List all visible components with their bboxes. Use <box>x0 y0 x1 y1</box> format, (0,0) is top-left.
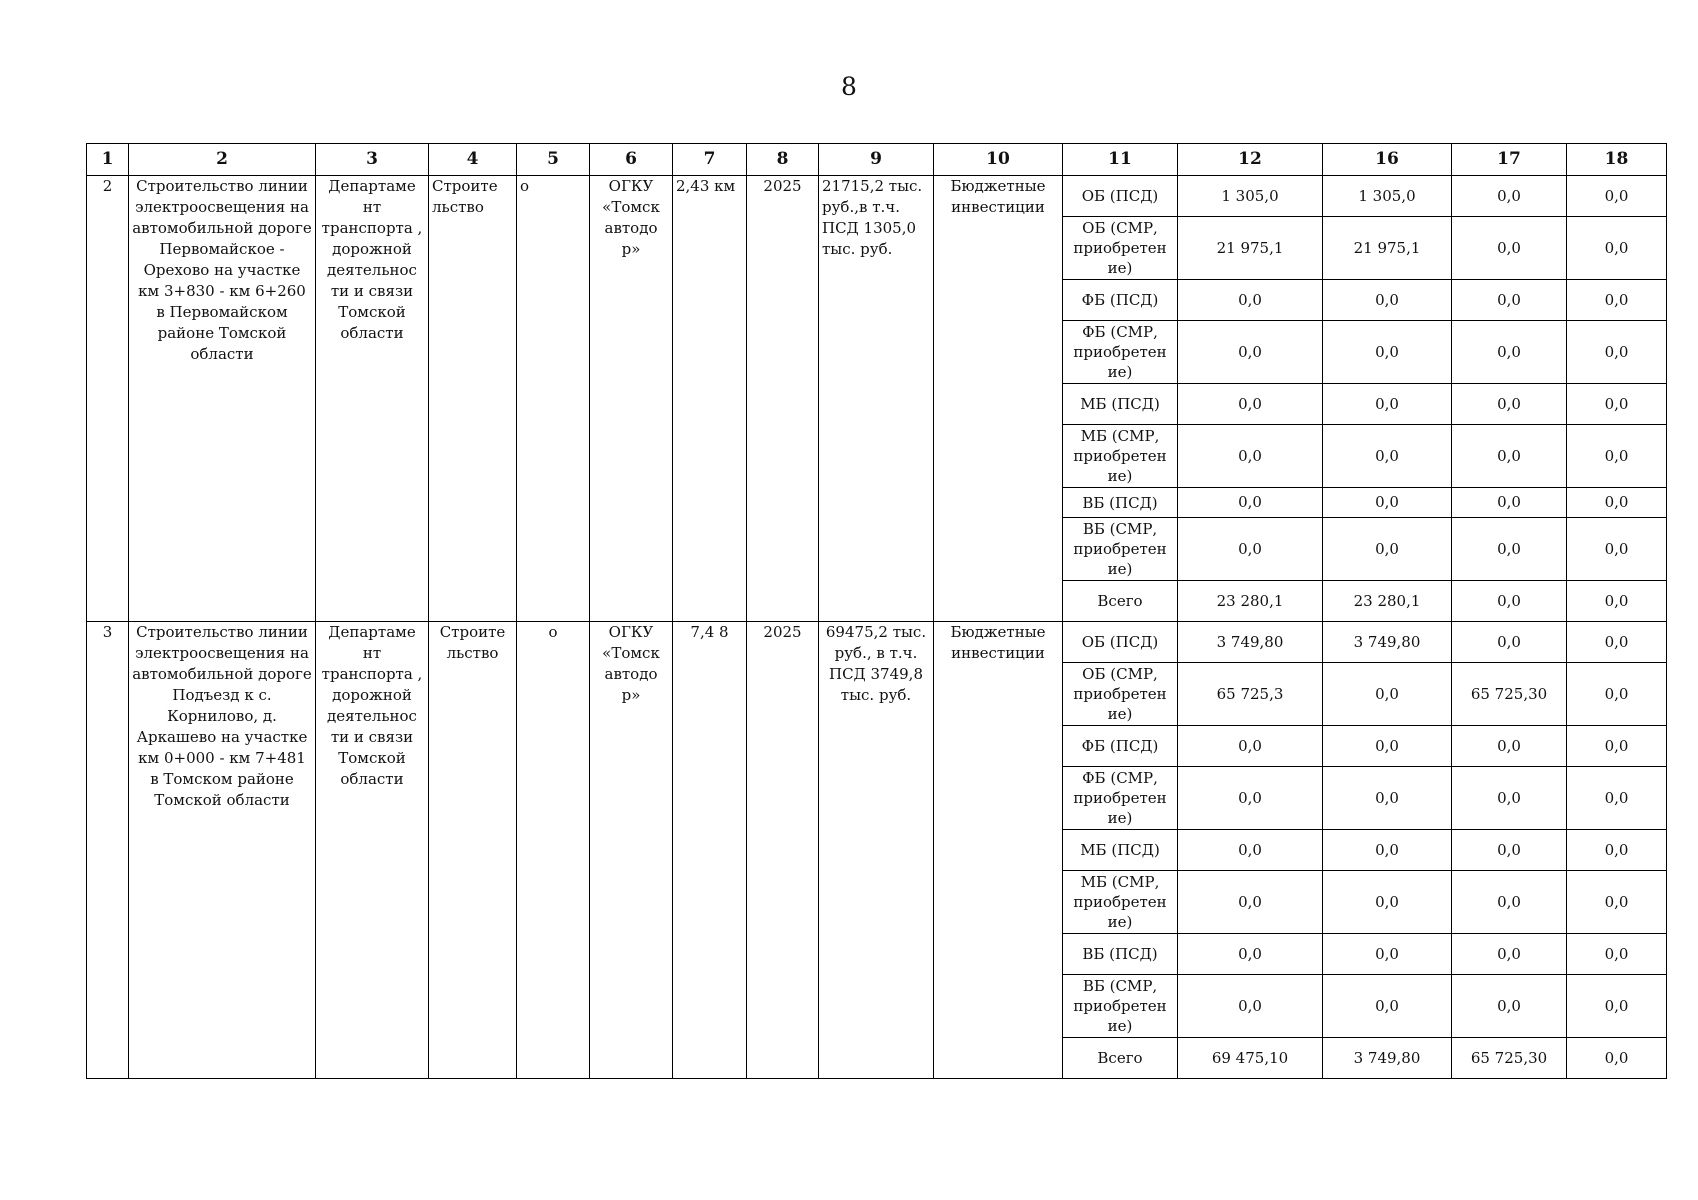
funding-value-12: 0,0 <box>1178 726 1323 767</box>
header-cell: 10 <box>934 144 1063 176</box>
funding-value-18: 0,0 <box>1567 767 1667 830</box>
header-cell: 11 <box>1063 144 1178 176</box>
object-invest-type: Бюджетные инвестиции <box>934 176 1063 622</box>
funding-value-18: 0,0 <box>1567 488 1667 518</box>
funding-value-16: 0,0 <box>1323 663 1452 726</box>
funding-source: МБ (ПСД) <box>1063 384 1178 425</box>
funding-value-12: 0,0 <box>1178 384 1323 425</box>
funding-value-12: 69 475,10 <box>1178 1038 1323 1079</box>
funding-value-16: 1 305,0 <box>1323 176 1452 217</box>
funding-source: ФБ (ПСД) <box>1063 726 1178 767</box>
header-cell: 17 <box>1452 144 1567 176</box>
object-department: Департаме нт транспорта , дорожной деятельнос ти и связи Томской области <box>316 622 429 1079</box>
funding-value-12: 0,0 <box>1178 830 1323 871</box>
object-year: 2025 <box>747 176 819 622</box>
funding-source: ВБ (СМР, приобретен ие) <box>1063 975 1178 1038</box>
funding-value-12: 0,0 <box>1178 871 1323 934</box>
funding-source: Всего <box>1063 581 1178 622</box>
funding-value-12: 0,0 <box>1178 518 1323 581</box>
funding-value-18: 0,0 <box>1567 726 1667 767</box>
funding-source: МБ (СМР, приобретен ие) <box>1063 871 1178 934</box>
funding-value-17: 65 725,30 <box>1452 663 1567 726</box>
investment-table <box>86 143 1667 1079</box>
funding-source: ОБ (СМР, приобретен ие) <box>1063 217 1178 280</box>
funding-value-17: 0,0 <box>1452 726 1567 767</box>
funding-value-17: 0,0 <box>1452 871 1567 934</box>
header-cell: 2 <box>129 144 316 176</box>
funding-value-12: 0,0 <box>1178 488 1323 518</box>
funding-value-18: 0,0 <box>1567 934 1667 975</box>
funding-value-17: 0,0 <box>1452 581 1567 622</box>
funding-value-16: 0,0 <box>1323 321 1452 384</box>
object-customer: ОГКУ «Томск автодо р» <box>590 622 673 1079</box>
funding-value-18: 0,0 <box>1567 384 1667 425</box>
funding-source: ВБ (ПСД) <box>1063 488 1178 518</box>
funding-value-18: 0,0 <box>1567 321 1667 384</box>
funding-value-18: 0,0 <box>1567 663 1667 726</box>
funding-value-17: 0,0 <box>1452 425 1567 488</box>
funding-value-17: 0,0 <box>1452 518 1567 581</box>
funding-source: ВБ (ПСД) <box>1063 934 1178 975</box>
object-work-type: Строите льство <box>429 622 517 1079</box>
funding-value-17: 0,0 <box>1452 934 1567 975</box>
funding-value-17: 0,0 <box>1452 767 1567 830</box>
funding-source: МБ (ПСД) <box>1063 830 1178 871</box>
table-body <box>87 176 1667 1079</box>
funding-value-17: 0,0 <box>1452 488 1567 518</box>
funding-value-16: 0,0 <box>1323 425 1452 488</box>
funding-source: ФБ (ПСД) <box>1063 280 1178 321</box>
funding-value-16: 0,0 <box>1323 488 1452 518</box>
object-capacity: 2,43 км <box>673 176 747 622</box>
header-cell: 6 <box>590 144 673 176</box>
funding-value-16: 0,0 <box>1323 726 1452 767</box>
funding-source: ФБ (СМР, приобретен ие) <box>1063 767 1178 830</box>
funding-value-12: 0,0 <box>1178 321 1323 384</box>
object-invest-type: Бюджетные инвестиции <box>934 622 1063 1079</box>
funding-value-12: 0,0 <box>1178 767 1323 830</box>
funding-value-18: 0,0 <box>1567 425 1667 488</box>
funding-value-18: 0,0 <box>1567 581 1667 622</box>
object-customer: ОГКУ «Томск автодо р» <box>590 176 673 622</box>
header-cell: 5 <box>517 144 590 176</box>
funding-source: Всего <box>1063 1038 1178 1079</box>
funding-value-17: 0,0 <box>1452 830 1567 871</box>
funding-value-12: 65 725,3 <box>1178 663 1323 726</box>
funding-value-17: 0,0 <box>1452 176 1567 217</box>
funding-value-17: 0,0 <box>1452 975 1567 1038</box>
funding-value-12: 0,0 <box>1178 425 1323 488</box>
funding-value-16: 0,0 <box>1323 934 1452 975</box>
table-row <box>87 622 1667 663</box>
header-cell: 4 <box>429 144 517 176</box>
header-cell: 1 <box>87 144 129 176</box>
funding-value-16: 0,0 <box>1323 871 1452 934</box>
object-number: 3 <box>87 622 129 1079</box>
header-cell: 7 <box>673 144 747 176</box>
header-cell: 9 <box>819 144 934 176</box>
funding-value-12: 0,0 <box>1178 280 1323 321</box>
funding-value-16: 3 749,80 <box>1323 1038 1452 1079</box>
funding-value-17: 0,0 <box>1452 622 1567 663</box>
funding-value-16: 3 749,80 <box>1323 622 1452 663</box>
funding-value-16: 0,0 <box>1323 975 1452 1038</box>
object-capacity: 7,4 8 <box>673 622 747 1079</box>
header-cell: 18 <box>1567 144 1667 176</box>
header-cell: 16 <box>1323 144 1452 176</box>
funding-value-18: 0,0 <box>1567 176 1667 217</box>
object-department: Департаме нт транспорта , дорожной деятельнос ти и связи Томской области <box>316 176 429 622</box>
table-row <box>87 176 1667 217</box>
funding-source: ОБ (СМР, приобретен ие) <box>1063 663 1178 726</box>
funding-value-17: 0,0 <box>1452 384 1567 425</box>
object-name: Строительство линии электроосвещения на автомобильной дороге Первомайское - Орехово на участке км 3+830 - км 6+260 в Первомайском районе Томской области <box>129 176 316 622</box>
funding-source: ВБ (СМР, приобретен ие) <box>1063 518 1178 581</box>
header-row <box>87 144 1667 176</box>
funding-value-18: 0,0 <box>1567 622 1667 663</box>
funding-value-18: 0,0 <box>1567 518 1667 581</box>
funding-value-16: 0,0 <box>1323 280 1452 321</box>
funding-source: ФБ (СМР, приобретен ие) <box>1063 321 1178 384</box>
funding-value-16: 0,0 <box>1323 830 1452 871</box>
funding-value-18: 0,0 <box>1567 217 1667 280</box>
object-cost: 69475,2 тыс. руб., в т.ч. ПСД 3749,8 тыс. руб. <box>819 622 934 1079</box>
funding-value-16: 21 975,1 <box>1323 217 1452 280</box>
funding-value-17: 65 725,30 <box>1452 1038 1567 1079</box>
object-number: 2 <box>87 176 129 622</box>
funding-value-17: 0,0 <box>1452 321 1567 384</box>
object-col5: о <box>517 622 590 1079</box>
funding-value-18: 0,0 <box>1567 830 1667 871</box>
funding-value-12: 3 749,80 <box>1178 622 1323 663</box>
funding-value-18: 0,0 <box>1567 280 1667 321</box>
funding-value-12: 1 305,0 <box>1178 176 1323 217</box>
funding-value-16: 0,0 <box>1323 518 1452 581</box>
header-cell: 3 <box>316 144 429 176</box>
funding-value-12: 0,0 <box>1178 934 1323 975</box>
object-work-type: Строите льство <box>429 176 517 622</box>
object-col5: о <box>517 176 590 622</box>
funding-value-18: 0,0 <box>1567 975 1667 1038</box>
funding-value-18: 0,0 <box>1567 1038 1667 1079</box>
funding-value-17: 0,0 <box>1452 280 1567 321</box>
funding-value-12: 21 975,1 <box>1178 217 1323 280</box>
funding-source: МБ (СМР, приобретен ие) <box>1063 425 1178 488</box>
funding-value-16: 0,0 <box>1323 384 1452 425</box>
object-name: Строительство линии электроосвещения на автомобильной дороге Подъезд к с. Корнилово, д. Аркашево на участке км 0+000 - км 7+481 в Томском районе Томской области <box>129 622 316 1079</box>
funding-source: ОБ (ПСД) <box>1063 176 1178 217</box>
funding-value-16: 23 280,1 <box>1323 581 1452 622</box>
funding-value-18: 0,0 <box>1567 871 1667 934</box>
funding-value-16: 0,0 <box>1323 767 1452 830</box>
page-number: 8 <box>841 72 857 101</box>
object-year: 2025 <box>747 622 819 1079</box>
funding-value-17: 0,0 <box>1452 217 1567 280</box>
funding-value-12: 23 280,1 <box>1178 581 1323 622</box>
object-cost: 21715,2 тыс. руб.,в т.ч. ПСД 1305,0 тыс. руб. <box>819 176 934 622</box>
funding-source: ОБ (ПСД) <box>1063 622 1178 663</box>
header-cell: 12 <box>1178 144 1323 176</box>
header-cell: 8 <box>747 144 819 176</box>
funding-value-12: 0,0 <box>1178 975 1323 1038</box>
